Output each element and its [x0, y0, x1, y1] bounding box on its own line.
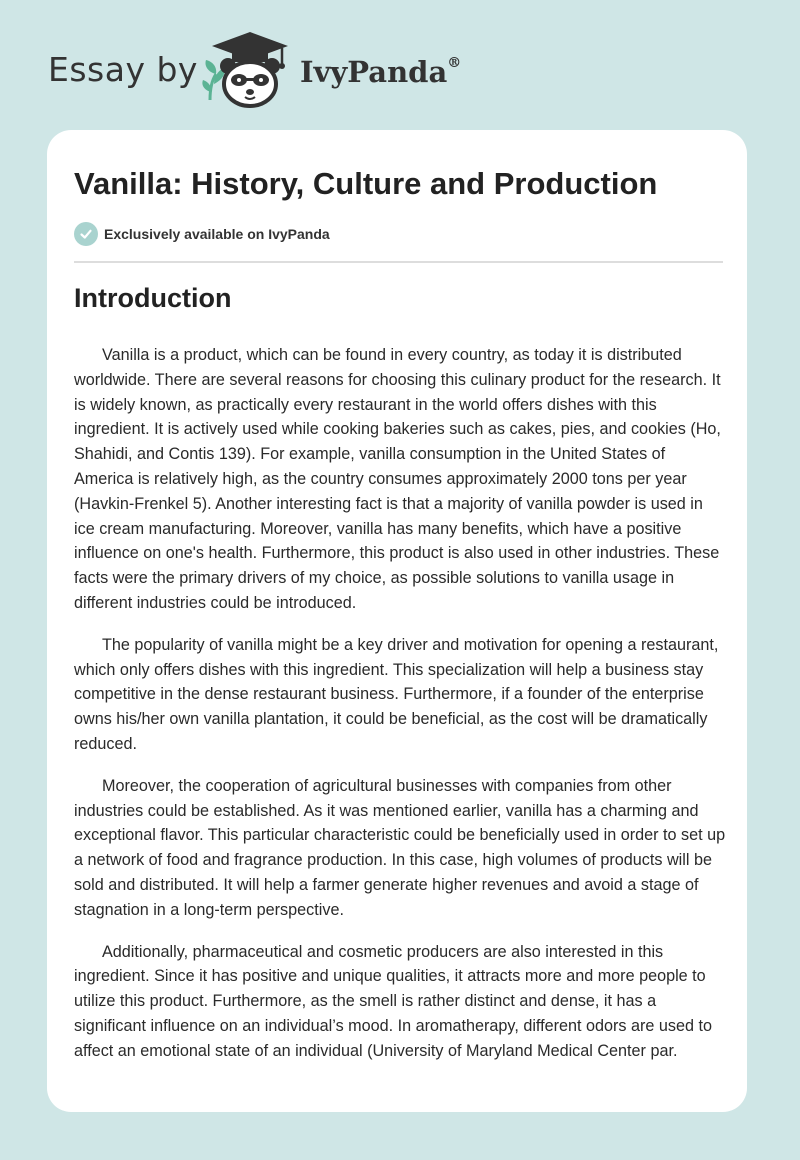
exclusive-badge: [74, 222, 330, 246]
essay-body: [74, 343, 726, 1081]
registered-mark: ®: [447, 55, 462, 72]
essay-by-label: Essay by: [48, 50, 198, 89]
section-heading: Introduction: [74, 283, 232, 313]
check-icon: [74, 222, 98, 246]
essay-card: [47, 130, 747, 1112]
badge-text: Exclusively available on IvyPanda: [104, 226, 330, 242]
paragraph: Additionally, pharmaceutical and cosmetic producers are also interested in this ingredient. Since it has positive and unique qualities, it attracts more and more people to utilize this product. Furthermore, as the smell is rather distinct and dense, it has a significant influence on an individual’s mood. In aromatherapy, different odors are used to affect an emotional state of an individual (University of Maryland Medical Center par.: [74, 942, 712, 1060]
panda-logo-icon[interactable]: [198, 30, 298, 110]
paragraph: Vanilla is a product, which can be found in every country, as today it is distributed worldwide. There are several reasons for choosing this culinary product for the research. It is widely known, as practically every restaurant in the world offers dishes with this ingredient. It is actively used while cooking bakeries such as cakes, pies, and cookies (Ho, Shahidi, and Contis 139). For example, vanilla consumption in the United States of America is relatively high, as the country consumes approximately 2000 tons per year (Havkin-Frenkel 5). Another interesting fact is that a majority of vanilla powder is used in ice cream manufacturing. Moreover, vanilla has many benefits, which have a positive influence on one's health. Furthermore, this product is also used in other industries. These facts were the primary drivers of my choice, as possible solutions to vanilla usage in different industries could be introduced.: [74, 346, 721, 612]
paragraph: Moreover, the cooperation of agricultural businesses with companies from other industries could be established. As it was mentioned earlier, vanilla has a charming and exceptional flavor. This particular characteristic could be beneficially used in order to set up a network of food and fragrance production. In this case, high volumes of products will be sold and distributed. It will help a farmer generate higher revenues and avoid a stage of stagnation in a long-term perspective.: [74, 776, 726, 919]
essay-title: Vanilla: History, Culture and Production: [74, 166, 658, 201]
paragraph: The popularity of vanilla might be a key driver and motivation for opening a restaurant, which only offers dishes with this ingredient. This specialization will help a business stay competitive in the dense restaurant business. Furthermore, if a founder of the enterprise owns his/her own vanilla plantation, it could be beneficial, as the cost will be dramatically reduced.: [74, 635, 719, 753]
site-header: [0, 0, 800, 130]
brand-name[interactable]: IvyPanda®: [300, 55, 462, 89]
divider: [74, 261, 723, 263]
